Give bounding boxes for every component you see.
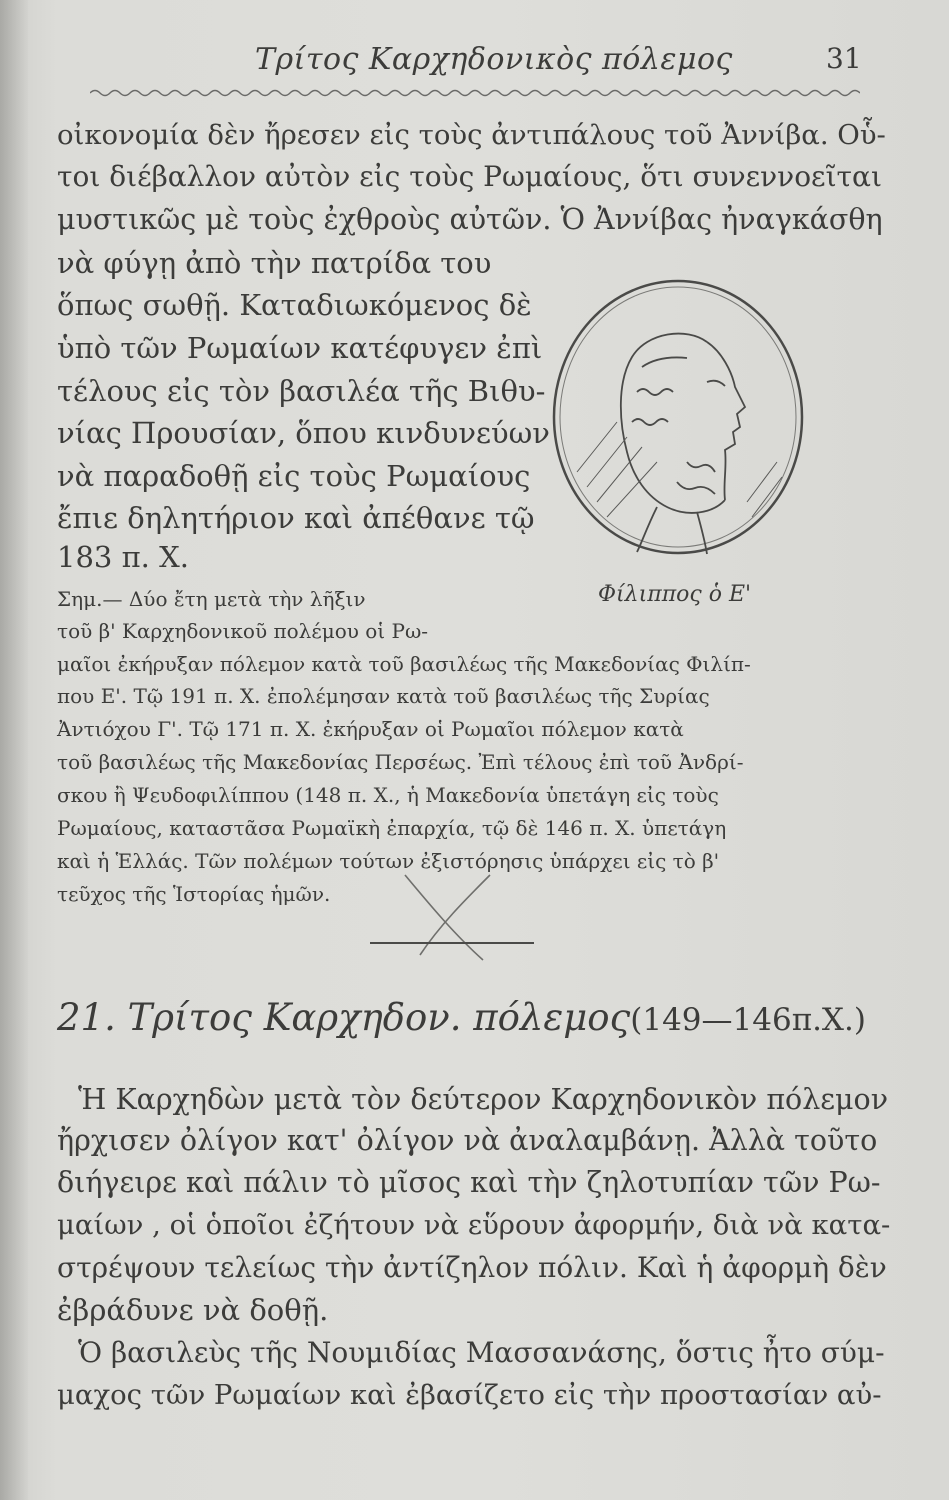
section-divider-rule (370, 942, 534, 944)
section-line: μαίων , οἱ ὁποῖοι ἐζήτουν νὰ εὕρουν ἀφορμήν, διὰ νὰ κατα- (57, 1209, 891, 1241)
body-line: μυστικῶς μὲ τοὺς ἐχθροὺς αὐτῶν. Ὁ Ἀννίβας ἠναγκάσθη (57, 203, 883, 236)
footnote-line: καὶ ἡ Ἑλλάς. Τῶν πολέμων τούτων ἐξιστόρησις ὑπάρχει εἰς τὸ β' (57, 849, 720, 873)
footnote-line: σκου ἢ Ψευδοφιλίππου (148 π. Χ., ἡ Μακεδονία ὑπετάγη εἰς τοὺς (57, 783, 719, 807)
header-wavy-rule (90, 88, 860, 98)
body-line: οἰκονομία δὲν ἤρεσεν εἰς τοὺς ἀντιπάλους τοῦ Ἀννίβα. Οὗ- (57, 119, 886, 151)
section-line: Ἡ Καρχηδὼν μετὰ τὸν δεύτερον Καρχηδονικὸν πόλεμον (78, 1083, 889, 1116)
section-line: διήγειρε καὶ πάλιν τὸ μῖσος καὶ τὴν ζηλοτυπίαν τῶν Ρω- (57, 1166, 881, 1199)
body-line: νὰ φύγῃ ἀπὸ τὴν πατρίδα του (57, 246, 492, 280)
footnote-line: Ἀντιόχου Γ'. Τῷ 171 π. Χ. ἐκήρυξαν οἱ Ρωμαῖοι πόλεμον κατὰ (57, 717, 684, 741)
body-line: ἔπιε δηλητήριον καὶ ἀπέθανε τῷ (57, 501, 535, 535)
body-line: τέλους εἰς τὸν βασιλέα τῆς Βιθυ- (57, 374, 546, 408)
pencil-cross-mark (385, 855, 495, 965)
section-line: Ὁ βασιλεὺς τῆς Νουμιδίας Μασσανάσης, ὅστις ἦτο σύμ- (78, 1336, 885, 1369)
section-line: ἐβράδυνε νὰ δοθῇ. (57, 1293, 329, 1327)
section-line: ἤρχισεν ὀλίγον κατ' ὀλίγον νὰ ἀναλαμβάνῃ. Ἀλλὰ τοῦτο (57, 1124, 878, 1157)
running-header-title: Τρίτος Καρχηδονικὸς πόλεμος (255, 42, 733, 77)
section-number: 21. (57, 996, 116, 1039)
section-line: μαχος τῶν Ρωμαίων καὶ ἐβασίζετο εἰς τὴν προστασίαν αὐ- (57, 1379, 882, 1411)
body-line: ὑπὸ τῶν Ρωμαίων κατέφυγεν ἐπὶ (57, 331, 543, 365)
section-heading (57, 996, 866, 1039)
body-line: νίας Προυσίαν, ὅπου κινδυνεύων (57, 416, 550, 450)
section-years: (149—146π.Χ.) (630, 1002, 866, 1038)
page-binding-edge (0, 0, 28, 1500)
footnote-line: τεῦχος τῆς Ἱστορίας ἡμῶν. (57, 882, 331, 906)
body-line: τοι διέβαλλον αὐτὸν εἰς τοὺς Ρωμαίους, ὅτι συνεννοεῖται (57, 160, 882, 193)
footnote-line: που Ε'. Τῷ 191 π. Χ. ἐπολέμησαν κατὰ τοῦ βασιλέως τῆς Συρίας (57, 684, 710, 708)
body-line: νὰ παραδοθῇ εἰς τοὺς Ρωμαίους (57, 459, 531, 493)
page-number: 31 (826, 42, 862, 75)
body-line: 183 π. Χ. (57, 540, 189, 574)
section-line: στρέψουν τελείως τὴν ἀντίζηλον πόλιν. Καὶ ἡ ἀφορμὴ δὲν (57, 1251, 887, 1284)
body-line: ὅπως σωθῇ. Καταδιωκόμενος δὲ (57, 288, 532, 322)
footnote-line: μαῖοι ἐκήρυξαν πόλεμον κατὰ τοῦ βασιλέως τῆς Μακεδονίας Φιλίπ- (57, 652, 751, 676)
footnote-line: Ρωμαίους, καταστᾶσα Ρωμαϊκὴ ἐπαρχία, τῷ δὲ 146 π. Χ. ὑπετάγη (57, 816, 727, 840)
section-title: Τρίτος Καρχηδον. πόλεμος (127, 996, 631, 1039)
figure-caption: Φίλιππος ὁ Ε' (598, 582, 752, 607)
footnote-line: Σημ.— Δύο ἔτη μετὰ τὴν λῆξιν (57, 587, 366, 611)
footnote-line: τοῦ β' Καρχηδονικοῦ πολέμου οἱ Ρω- (57, 619, 429, 643)
footnote-line: τοῦ βασιλέως τῆς Μακεδονίας Περσέως. Ἐπὶ τέλους ἐπὶ τοῦ Ἀνδρί- (57, 750, 744, 774)
coin-portrait-illustration (547, 272, 809, 562)
